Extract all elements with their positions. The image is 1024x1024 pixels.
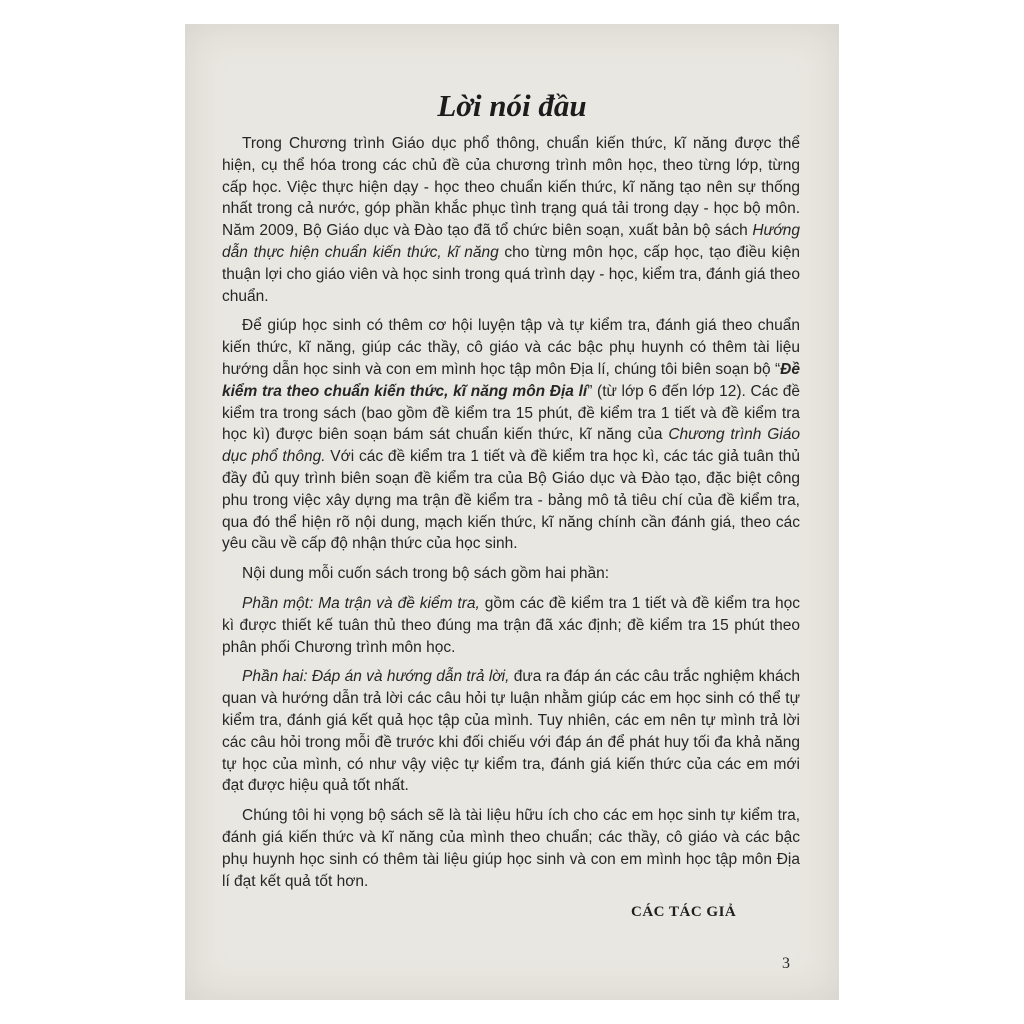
paragraph-2-end: Với các đề kiểm tra 1 tiết và đề kiểm tra học kì, các tác giả tuân thủ đầy đủ quy trình biên soạn đề kiểm tra của Bộ Giáo dục và Đào tạo, đặc biệt công phu trong việc xây dựng ma trận đề kiểm tra - bảng mô tả tiêu chí của đề kiểm tra, qua đó thể hiện rõ nội dung, mạch kiến thức, kĩ năng chính cần đánh giá, theo các yêu cầu về cấp độ nhận thức của học sinh. [222,448,800,553]
paragraph-4-end: gồm các đề kiểm tra 1 tiết và đề kiểm tra học kì được thiết kế tuân thủ theo đúng ma trận đã xác định; đề kiểm tra 15 phút theo phân phối Chương trình môn học. [222,594,801,656]
paragraph-1 [222,133,800,307]
paragraph-2-series-title: Đề kiểm tra theo chuẩn kiến thức, kĩ năng môn Địa lí [222,360,800,400]
book-page [185,24,839,1000]
part-two-label: Phần hai: Đáp án và hướng dẫn trả lời, [242,668,510,686]
paragraph-2-text: Để giúp học sinh có thêm cơ hội luyện tập và tự kiểm tra, đánh giá theo chuẩn kiến thức, kĩ năng, giúp các thầy, cô giáo và các bậc phụ huynh có thêm tài liệu hướng dẫn học sinh và con em mình học tập môn Địa lí, chúng tôi biên soạn bộ “ [222,317,800,378]
paragraph-2 [222,315,800,555]
preface-body [222,133,800,900]
paragraph-3: Nội dung mỗi cuốn sách trong bộ sách gồm hai phần: [242,565,610,583]
paragraph-2-program-name: Chương trình Giáo dục phổ thông. [222,426,800,466]
paragraph-5 [222,666,800,797]
paragraph-1-text: Trong Chương trình Giáo dục phổ thông, chuẩn kiến thức, kĩ năng được thể hiện, cụ thể hóa trong các chủ đề của chương trình môn học, theo từng lớp, từng cấp học. Việc thực hiện dạy - học theo chuẩn kiến thức, kĩ năng tạo nên sự thống nhất trong cả nước, góp phần khắc phục tình trạng quá tải trong dạy - học bộ môn. Năm 2009, Bộ Giáo dục và Đào tạo đã tổ chức biên soạn, xuất bản bộ sách [222,135,800,240]
signature: CÁC TÁC GIẢ [631,904,737,920]
part-one-label: Phần một: Ma trận và đề kiểm tra, [242,594,480,612]
paragraph-1-end: cho từng môn học, cấp học, tạo điều kiện thuận lợi cho giáo viên và học sinh trong quá trình dạy - học, kiểm tra, đánh giá theo chuẩn. [222,243,800,305]
page-number: 3 [782,955,790,972]
paragraph-6: Chúng tôi hi vọng bộ sách sẽ là tài liệu hữu ích cho các em học sinh tự kiểm tra, đánh giá kiến thức và kĩ năng của mình theo chuẩn; các thầy, cô giáo và các bậc phụ huynh học sinh có thêm tài liệu giúp học sinh và con em mình học tập môn Địa lí đạt kết quả tốt hơn. [222,807,800,890]
paragraph-2-mid: ” (từ lớp 6 đến lớp 12). Các đề kiểm tra trong sách (bao gồm đề kiểm tra 15 phút, đề kiểm tra 1 tiết và đề kiểm tra học kì) được biên soạn bám sát chuẩn kiến thức, kĩ năng của [222,382,800,444]
paragraph-1-book-title: Hướng dẫn thực hiện chuẩn kiến thức, kĩ năng [222,222,800,261]
paragraph-4 [222,593,800,658]
paragraph-5-end: đưa ra đáp án các câu trắc nghiệm khách quan và hướng dẫn trả lời các câu hỏi tự luận nhằm giúp các em học sinh có thể tự kiểm tra, đánh giá kết quả học tập của mình. Tuy nhiên, các em nên tự mình trả lời các câu hỏi trong mỗi đề trước khi đối chiếu với đáp án để phát huy tối đa khả năng tự học của mình, có như vậy việc tự kiểm tra, đánh giá kiến thức của các em mới đạt được hiệu quả tốt nhất. [222,668,801,795]
page-title: Lời nói đầu [437,88,587,123]
